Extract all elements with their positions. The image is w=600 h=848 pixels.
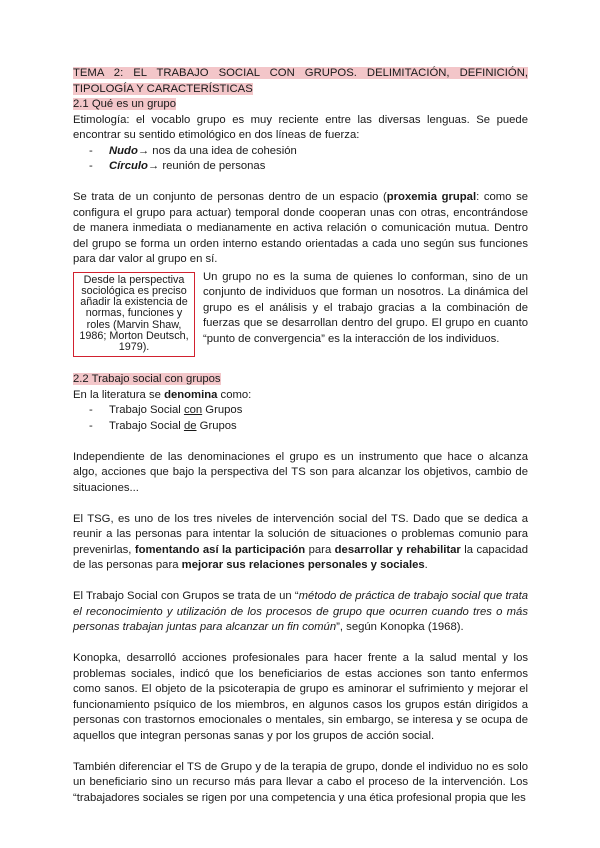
group-therapy-paragraph: También diferenciar el TS de Grupo y de la terapia de grupo, donde el individuo no es solo un beneficiario sino un recurso más para llevar a cabo el proceso de la intervención. Los “trabajadores sociales se rigen por una competencia y una ética profesional propia que les <box>73 760 528 804</box>
konopka-definition-paragraph: El Trabajo Social con Grupos se trata de un “método de práctica de trabajo social que trata el reconocimiento y utilización de los procesos de grupo que ocurren cuando tres o más personas trabajan juntas para alcanzar un fin común”, según Konopka (1968). <box>73 590 528 634</box>
page-content <box>73 66 528 806</box>
document-title <box>73 66 528 97</box>
note-row <box>73 270 528 357</box>
title-line-1: TEMA 2: EL TRABAJO SOCIAL CON GRUPOS. DELIMITACIÓN, DEFINICIÓN, <box>73 67 528 79</box>
konopka-paragraph: Konopka, desarrolló acciones profesionales para hacer frente a la salud mental y los problemas sociales, indicó que los beneficiarios de estas acciones son tanto enfermos como sanos. El objeto de la psicoterapia de grupo es aminorar el sufrimiento y mejorar el funcionamiento psíquico de los miembros, en algunos casos los grupos están dirigidos a personas con trastornos emocionales o mentales, sin embargo, se interesa y se ocupa de aquellos que integran personas sanas y por los grupos de acción social. <box>73 652 528 742</box>
etymology-list <box>73 144 528 175</box>
section-2-heading: 2.2 Trabajo social con grupos <box>73 373 221 386</box>
tsg-paragraph: El TSG, es uno de los tres niveles de intervención social del TS. Dado que se dedica a reunir a las personas para intentar la solución de situaciones o problemas comunio para prevenirlas, fomentando así la participación para desarrollar y rehabilitar la capacidad de las personas para mejorar sus relaciones personales y sociales. <box>73 512 528 572</box>
margin-note-box: Desde la perspectiva sociológica es preciso añadir la existencia de normas, funciones y roles (Marvin Shaw, 1986; Morton Deutsch, 1979). <box>73 272 195 357</box>
instrument-paragraph: Independiente de las denominaciones el grupo es un instrumento que hace o alcanza algo, acciones que bajo la perspectiva del TS son para alcanzar los objetivos, cambio de situaciones... <box>73 450 528 494</box>
denomination-lead: En la literatura se denomina como: <box>73 388 252 401</box>
section-1-heading: 2.1 Qué es un grupo <box>73 98 177 110</box>
denomination-list <box>73 403 528 434</box>
group-definition-paragraph: Se trata de un conjunto de personas dentro de un espacio (proxemia grupal: como se configura el grupo para actuar) temporal donde cooperan unas con otras, encontrándose de manera inmediata o medianamente en activa relación o comunicación mutua. Dentro del grupo se forma un orden interno estando orientadas a cada uno según sus funciones para dar valor al grupo en sí. <box>73 191 528 265</box>
list-item: - Trabajo Social de Grupos <box>89 419 528 435</box>
etymology-paragraph: Etimología: el vocablo grupo es muy reciente entre las diversas lenguas. Se puede encontrar su sentido etimológico en dos líneas de fuerza: <box>73 113 528 141</box>
title-line-2: TIPOLOGÍA Y CARACTERÍSTICAS <box>73 82 253 95</box>
list-item: - Círculo→ reunión de personas <box>89 159 528 175</box>
group-dynamics-paragraph: Un grupo no es la suma de quienes lo conforman, sino de un conjunto de individuos que forman un nosotros. La dinámica del grupo es el análisis y el trabajo gracias a la combinación de fuerzas que se desarrollan dentro del grupo. El grupo en cuanto “punto de convergencia” es la interacción de los individuos. <box>203 270 528 345</box>
list-item: - Trabajo Social con Grupos <box>89 403 528 419</box>
list-item: - Nudo→ nos da una idea de cohesión <box>89 144 528 160</box>
